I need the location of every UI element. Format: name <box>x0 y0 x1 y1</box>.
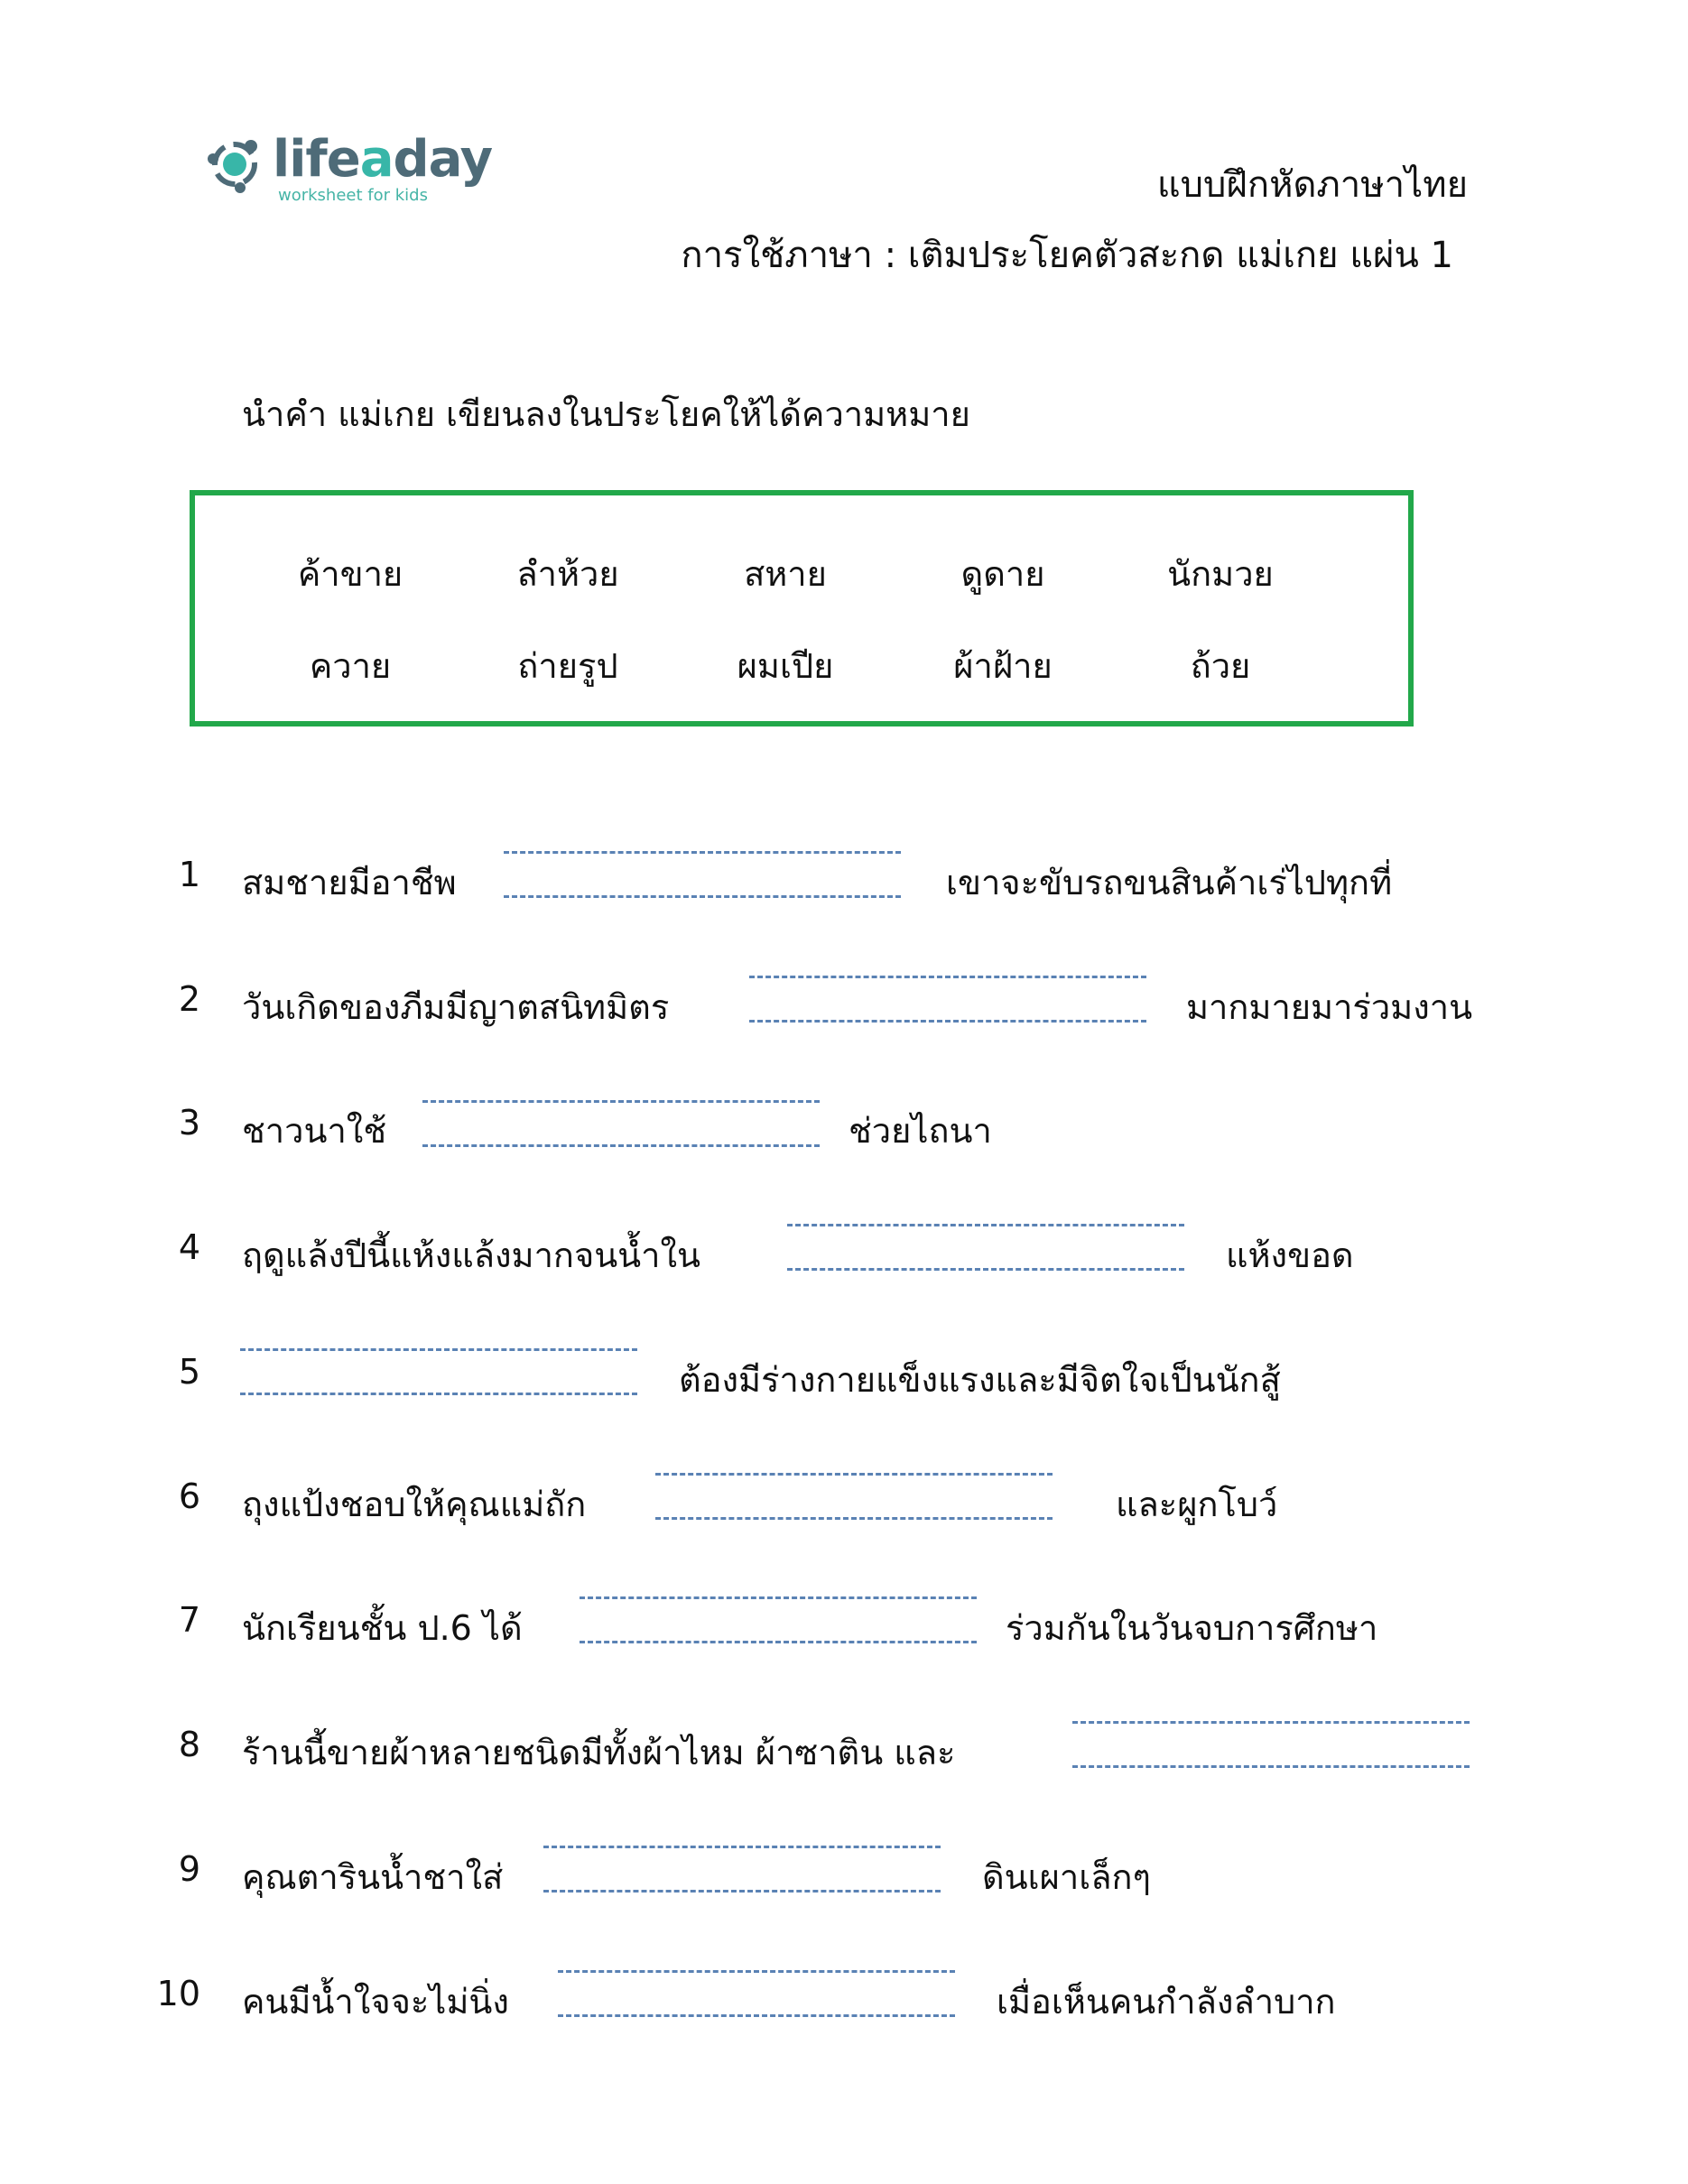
question-text-after: ดินเผาเล็กๆ <box>982 1857 1151 1897</box>
word-bank-item: ผมเปีย <box>737 646 834 686</box>
question-text-before: ร้านนี้ขายผ้าหลายชนิดมีทั้งผ้าไหม ผ้าซาติน และ <box>242 1733 956 1772</box>
word-bank-item: ควาย <box>309 646 392 686</box>
answer-blank[interactable] <box>1072 1721 1470 1768</box>
question-number: 9 <box>178 1849 200 1889</box>
question-text-before: ฤดูแล้งปีนี้แห้งแล้งมากจนน้ำใน <box>242 1235 701 1275</box>
question-number: 1 <box>178 855 200 894</box>
question-text-before: วันเกิดของภีมมีญาตสนิทมิตร <box>242 987 670 1027</box>
question-text-after: เขาจะขับรถขนสินค้าเร่ไปทุกที่ <box>946 863 1393 902</box>
word-bank-item: ค้าขาย <box>297 554 403 594</box>
word-bank-item: ถ่ายรูป <box>517 646 618 686</box>
logo-wordmark: lifeaday <box>273 130 493 189</box>
answer-blank[interactable] <box>422 1100 820 1147</box>
question-number: 10 <box>156 1974 200 2013</box>
answer-blank[interactable] <box>504 851 901 898</box>
answer-blank[interactable] <box>787 1224 1184 1271</box>
word-bank-item: ถ้วย <box>1190 646 1251 686</box>
question-number: 7 <box>178 1600 200 1640</box>
answer-blank[interactable] <box>240 1348 637 1395</box>
question-text-before: คนมีน้ำใจจะไม่นิ่ง <box>242 1982 509 2022</box>
question-number: 4 <box>178 1227 200 1267</box>
logo-mark-icon <box>200 128 273 200</box>
instruction-text: นำคำ แม่เกย เขียนลงในประโยคให้ได้ความหมาย <box>242 394 970 434</box>
worksheet-title: แบบฝึกหัดภาษาไทย <box>1156 164 1468 206</box>
worksheet-subtitle: การใช้ภาษา : เติมประโยคตัวสะกด แม่เกย แผ่น 1 <box>681 235 1453 276</box>
question-text-before: สมชายมีอาชีพ <box>242 863 457 902</box>
logo-tagline: worksheet for kids <box>278 186 428 205</box>
question-number: 3 <box>178 1103 200 1143</box>
question-number: 5 <box>178 1352 200 1392</box>
question-text-before: ถุงแป้งชอบให้คุณแม่ถัก <box>242 1485 587 1524</box>
answer-blank[interactable] <box>558 1970 955 2017</box>
question-text-after: ร่วมกันในวันจบการศึกษา <box>1006 1608 1378 1648</box>
question-number: 6 <box>178 1476 200 1516</box>
question-text-after: เมื่อเห็นคนกำลังลำบาก <box>997 1982 1336 2022</box>
question-text-after: มากมายมาร่วมงาน <box>1186 987 1473 1027</box>
question-text-before: คุณตารินน้ำชาใส่ <box>242 1857 504 1897</box>
word-bank-item: ดูดาย <box>960 554 1045 594</box>
lifeaday-logo <box>200 128 493 209</box>
word-bank-item: ลำห้วย <box>516 554 619 594</box>
answer-blank[interactable] <box>749 976 1146 1023</box>
question-text-after: และผูกโบว์ <box>1116 1485 1278 1524</box>
word-bank-box <box>190 490 1414 726</box>
question-text-after: ต้องมีร่างกายแข็งแรงและมีจิตใจเป็นนักสู้ <box>679 1360 1281 1400</box>
word-bank-item: ผ้าฝ้าย <box>953 646 1053 686</box>
answer-blank[interactable] <box>543 1846 941 1892</box>
question-text-after: แห้งขอด <box>1226 1235 1354 1275</box>
question-text-before: นักเรียนชั้น ป.6 ได้ <box>242 1608 523 1648</box>
question-number: 2 <box>178 979 200 1019</box>
word-bank-item: สหาย <box>744 554 827 594</box>
word-bank-item: นักมวย <box>1167 554 1274 594</box>
answer-blank[interactable] <box>655 1473 1053 1520</box>
answer-blank[interactable] <box>580 1596 977 1643</box>
question-text-before: ชาวนาใช้ <box>242 1111 387 1151</box>
question-text-after: ช่วยไถนา <box>849 1111 992 1151</box>
question-number: 8 <box>178 1725 200 1764</box>
